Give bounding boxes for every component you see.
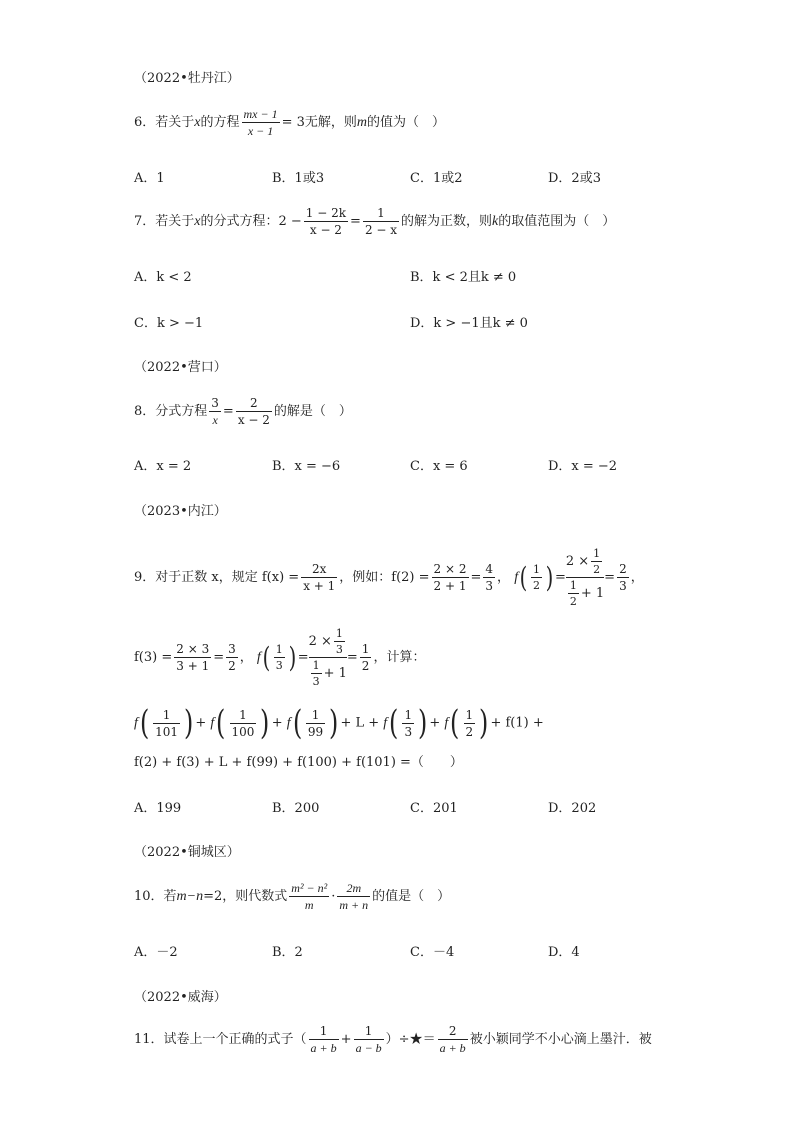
question-text: 11．试卷上一个正确的式子（ (134, 1032, 307, 1047)
fraction (531, 564, 542, 591)
fraction-denominator: 3 (404, 724, 413, 739)
option-d: D．202 (548, 801, 597, 816)
fraction (483, 563, 495, 592)
condition: m−n (176, 889, 204, 904)
left-paren: ( (262, 640, 271, 674)
fraction (402, 709, 414, 738)
fraction-numerator: 1 − 2k (305, 206, 347, 220)
option-a: A．199 (134, 801, 182, 816)
option-c: C．k > −1 (134, 316, 204, 331)
fraction-numerator: 1 (335, 627, 343, 640)
fraction-numerator: 1 (275, 643, 283, 656)
option-d: D．k > −1且k ≠ 0 (410, 316, 528, 331)
right-paren: ) (545, 560, 554, 594)
fraction (306, 709, 325, 738)
fraction-numerator: 1 (312, 659, 320, 672)
fraction-denominator (566, 577, 604, 607)
question-text: 的方程 (200, 115, 240, 130)
question-text: ）÷★＝ (385, 1032, 436, 1047)
question-text: 的值为（ ） (367, 115, 446, 130)
option-a: A．1 (134, 171, 165, 186)
fraction (311, 660, 322, 687)
fraction-numerator (566, 548, 604, 577)
question-8 (134, 397, 352, 426)
fraction-numerator: 1 (533, 563, 541, 576)
question-text: f(3) = (134, 650, 173, 665)
fraction (432, 563, 469, 592)
fraction (334, 628, 345, 655)
punctuation: ， (239, 650, 253, 665)
option-b: B．200 (272, 801, 320, 816)
fraction (591, 548, 602, 575)
fraction-numerator: 4 (485, 562, 494, 576)
equals-sign: = (350, 214, 361, 229)
fraction-denominator: 3 + 1 (176, 659, 210, 673)
fraction-numerator: mx − 1 (243, 107, 278, 121)
option-d: D．x = −2 (548, 459, 618, 474)
fraction-numerator: 1 (593, 547, 601, 560)
function-f: f (444, 715, 449, 731)
question-9: 9．对于正数 x，规定 f(x) = $\frac{2x}{x + 1}$ ，例如：f(2) = $\frac{2 \times 2}{2 + 1}$ = $\frac{4}{3}$ ， f( $\frac{1}{2}$ ) = 2 × $\frac{1}{2}$ $\frac{1}{2}$ + 1 = $\frac{2}{3}$ ， (134, 547, 644, 608)
plus-sign: + (429, 715, 441, 731)
fraction-denominator: 2 + 1 (433, 579, 467, 593)
fraction (363, 207, 399, 236)
numerator-text: 2 × (308, 634, 332, 649)
denominator-text: + 1 (323, 666, 347, 681)
fraction-numerator: 1 (569, 579, 577, 592)
numerator-text: 2 × (565, 554, 590, 569)
ellipsis: + L + (340, 715, 380, 731)
fraction-numerator: 2x (312, 562, 327, 576)
fraction-numerator: 2 (448, 1024, 457, 1038)
question-10 (134, 882, 450, 911)
right-paren: ) (479, 703, 489, 743)
left-paren: ( (519, 560, 528, 594)
denominator-text: + 1 (580, 586, 605, 601)
fraction (230, 709, 257, 738)
fraction-denominator: x + 1 (303, 579, 336, 593)
fraction (301, 563, 337, 592)
left-paren: ( (389, 703, 399, 743)
fraction-denominator: a + b (310, 1041, 337, 1055)
fraction (360, 643, 372, 672)
fraction-denominator: a − b (355, 1041, 382, 1055)
variable-x: x (194, 115, 201, 130)
option-a: A．k < 2 (134, 270, 192, 285)
question-text: 9．对于正数 x，规定 f(x) = (134, 570, 300, 585)
right-paren: ) (418, 703, 428, 743)
option-b: B．k < 2且k ≠ 0 (410, 270, 517, 285)
left-paren: ( (292, 703, 302, 743)
fraction-numerator: 3 (211, 396, 219, 410)
question-source: （2022•牡丹江） (134, 71, 240, 86)
question-number: 7．若关于 (134, 214, 195, 229)
option-b: B．1或3 (272, 171, 325, 186)
fraction-numerator: 1 (364, 1024, 373, 1038)
punctuation: ， (630, 570, 644, 585)
right-paren: ) (260, 703, 270, 743)
variable-m: m (356, 115, 368, 130)
plus-sign: + (271, 715, 283, 731)
option-d: D．4 (548, 945, 580, 960)
fraction (309, 1025, 339, 1054)
fraction (354, 1025, 384, 1054)
question-9-sum-1 (134, 703, 544, 743)
option-a: A．x = 2 (134, 459, 192, 474)
punctuation: ， (497, 570, 511, 585)
question-source: （2022•铜城区） (134, 845, 240, 860)
equals-sign: = (470, 570, 482, 585)
function-f: f (286, 715, 291, 731)
question-number: 8．分式方程 (134, 404, 208, 419)
fraction-denominator: 2 (533, 579, 541, 592)
fraction (568, 580, 579, 607)
question-text: 的值是（ ） (372, 889, 451, 904)
option-d: D．2或3 (548, 171, 601, 186)
function-f: f (210, 715, 215, 731)
fraction-denominator: 2 (465, 724, 474, 739)
variable-x: x (194, 214, 201, 229)
question-text: 的解是（ ） (273, 404, 352, 419)
complex-fraction (566, 548, 604, 607)
fraction-numerator: 2m (346, 881, 362, 895)
fraction-numerator: 1 (361, 642, 370, 656)
fraction-denominator: 2 (593, 563, 601, 576)
fraction-denominator: 3 (312, 675, 320, 688)
fraction (242, 108, 280, 137)
left-paren: ( (450, 703, 460, 743)
fraction-denominator: 2 (361, 659, 370, 673)
fraction-numerator: 2 × 2 (433, 562, 467, 576)
question-7 (134, 207, 615, 236)
option-c: C．1或2 (410, 171, 463, 186)
fraction-numerator: 1 (162, 707, 171, 722)
plus-sign: + (195, 715, 207, 731)
fraction-denominator: 100 (231, 724, 255, 739)
question-text: ，计算： (373, 650, 426, 665)
fraction-denominator: 3 (335, 643, 343, 656)
variable-k: k (492, 214, 499, 229)
fraction-denominator: m + n (339, 898, 369, 912)
fraction-denominator: x − 2 (304, 221, 348, 236)
fraction-numerator: m² − n² (291, 881, 328, 895)
fraction-denominator: 2 − x (364, 223, 398, 237)
option-a: A．－2 (134, 945, 178, 960)
question-11 (134, 1025, 652, 1054)
fraction-numerator: 1 (377, 206, 385, 220)
left-paren: ( (139, 703, 150, 743)
fraction-denominator: m (289, 896, 329, 911)
function-f: f (256, 650, 261, 665)
fraction (209, 397, 221, 426)
function-f: f (383, 715, 388, 731)
question-source: （2022•营口） (134, 360, 227, 375)
fraction-denominator: 3 (485, 579, 494, 593)
right-paren: ) (329, 703, 339, 743)
question-text: ，例如：f(2) = (339, 570, 430, 585)
option-b: B．x = −6 (272, 459, 341, 474)
fraction-denominator: x − 1 (242, 122, 280, 137)
fraction-numerator: 2 × 3 (176, 642, 210, 656)
question-text: =2，则代数式 (203, 889, 288, 904)
fraction (236, 397, 272, 426)
fraction-numerator: 1 (239, 707, 247, 722)
fraction (304, 207, 348, 236)
question-9-sum-2: f(2) + f(3) + L + f(99) + f(100) + f(101) =（ ） (134, 755, 463, 770)
fraction-denominator: x (209, 411, 221, 426)
fraction-denominator: 101 (155, 724, 179, 739)
question-text: = 3无解，则 (281, 115, 357, 130)
fraction-numerator: 1 (319, 1024, 328, 1038)
option-c: C．x = 6 (410, 459, 468, 474)
right-paren: ) (288, 640, 297, 674)
question-number: 10．若 (134, 889, 177, 904)
option-c: C．－4 (410, 945, 455, 960)
fraction (438, 1025, 468, 1054)
fraction-numerator: 2 (619, 562, 627, 576)
multiply-dot: · (331, 889, 336, 904)
question-text: 的取值范围为（ ） (498, 214, 616, 229)
option-c: C．201 (410, 801, 458, 816)
question-9-line-2: f(3) = $\frac{2 \times 3}{3 + 1}$ = $\frac{3}{2}$ ， f( $\frac{1}{3}$ ) = 2 × $\frac{1}{3}$ $\frac{1}{3}$ + 1 = $\frac{1}{2}$ ，计算： (134, 627, 426, 688)
fraction-denominator: 99 (307, 724, 324, 739)
fraction-denominator: x − 2 (237, 413, 270, 427)
fraction (174, 643, 211, 672)
fraction (289, 882, 329, 911)
question-text: 的分式方程：2 − (200, 214, 302, 229)
right-paren: ) (184, 703, 194, 743)
fraction-numerator: 3 (228, 642, 236, 656)
fraction-denominator (309, 657, 347, 687)
function-f: f (514, 570, 519, 585)
fraction-denominator: a + b (439, 1041, 466, 1055)
fraction (274, 644, 285, 671)
fraction-numerator (309, 628, 347, 657)
fraction (464, 709, 476, 738)
fraction-numerator: 1 (465, 707, 474, 722)
fraction-denominator: 3 (619, 579, 627, 593)
question-source: （2023•内江） (134, 504, 227, 519)
sum-tail: + f(1) + (490, 715, 544, 731)
complex-fraction (309, 628, 347, 687)
fraction (337, 882, 370, 911)
question-text: 被小颖同学不小心滴上墨汁．被 (469, 1032, 652, 1047)
function-f: f (134, 715, 138, 731)
fraction-numerator: 1 (311, 707, 320, 722)
fraction-numerator: 1 (404, 707, 413, 722)
fraction (617, 563, 629, 592)
fraction-denominator: 2 (228, 659, 236, 673)
question-number: 6．若关于 (134, 115, 195, 130)
left-paren: ( (216, 703, 226, 743)
fraction-denominator: 2 (569, 595, 577, 608)
question-text: 的解为正数，则 (401, 214, 493, 229)
fraction-denominator: 3 (275, 659, 283, 672)
equals-sign: = (222, 404, 234, 419)
fraction (226, 643, 238, 672)
question-source: （2022•威海） (134, 990, 227, 1005)
fraction-numerator: 2 (250, 396, 258, 410)
plus-sign: + (340, 1032, 352, 1047)
question-6 (134, 108, 445, 137)
fraction (153, 709, 180, 738)
option-b: B．2 (272, 945, 303, 960)
